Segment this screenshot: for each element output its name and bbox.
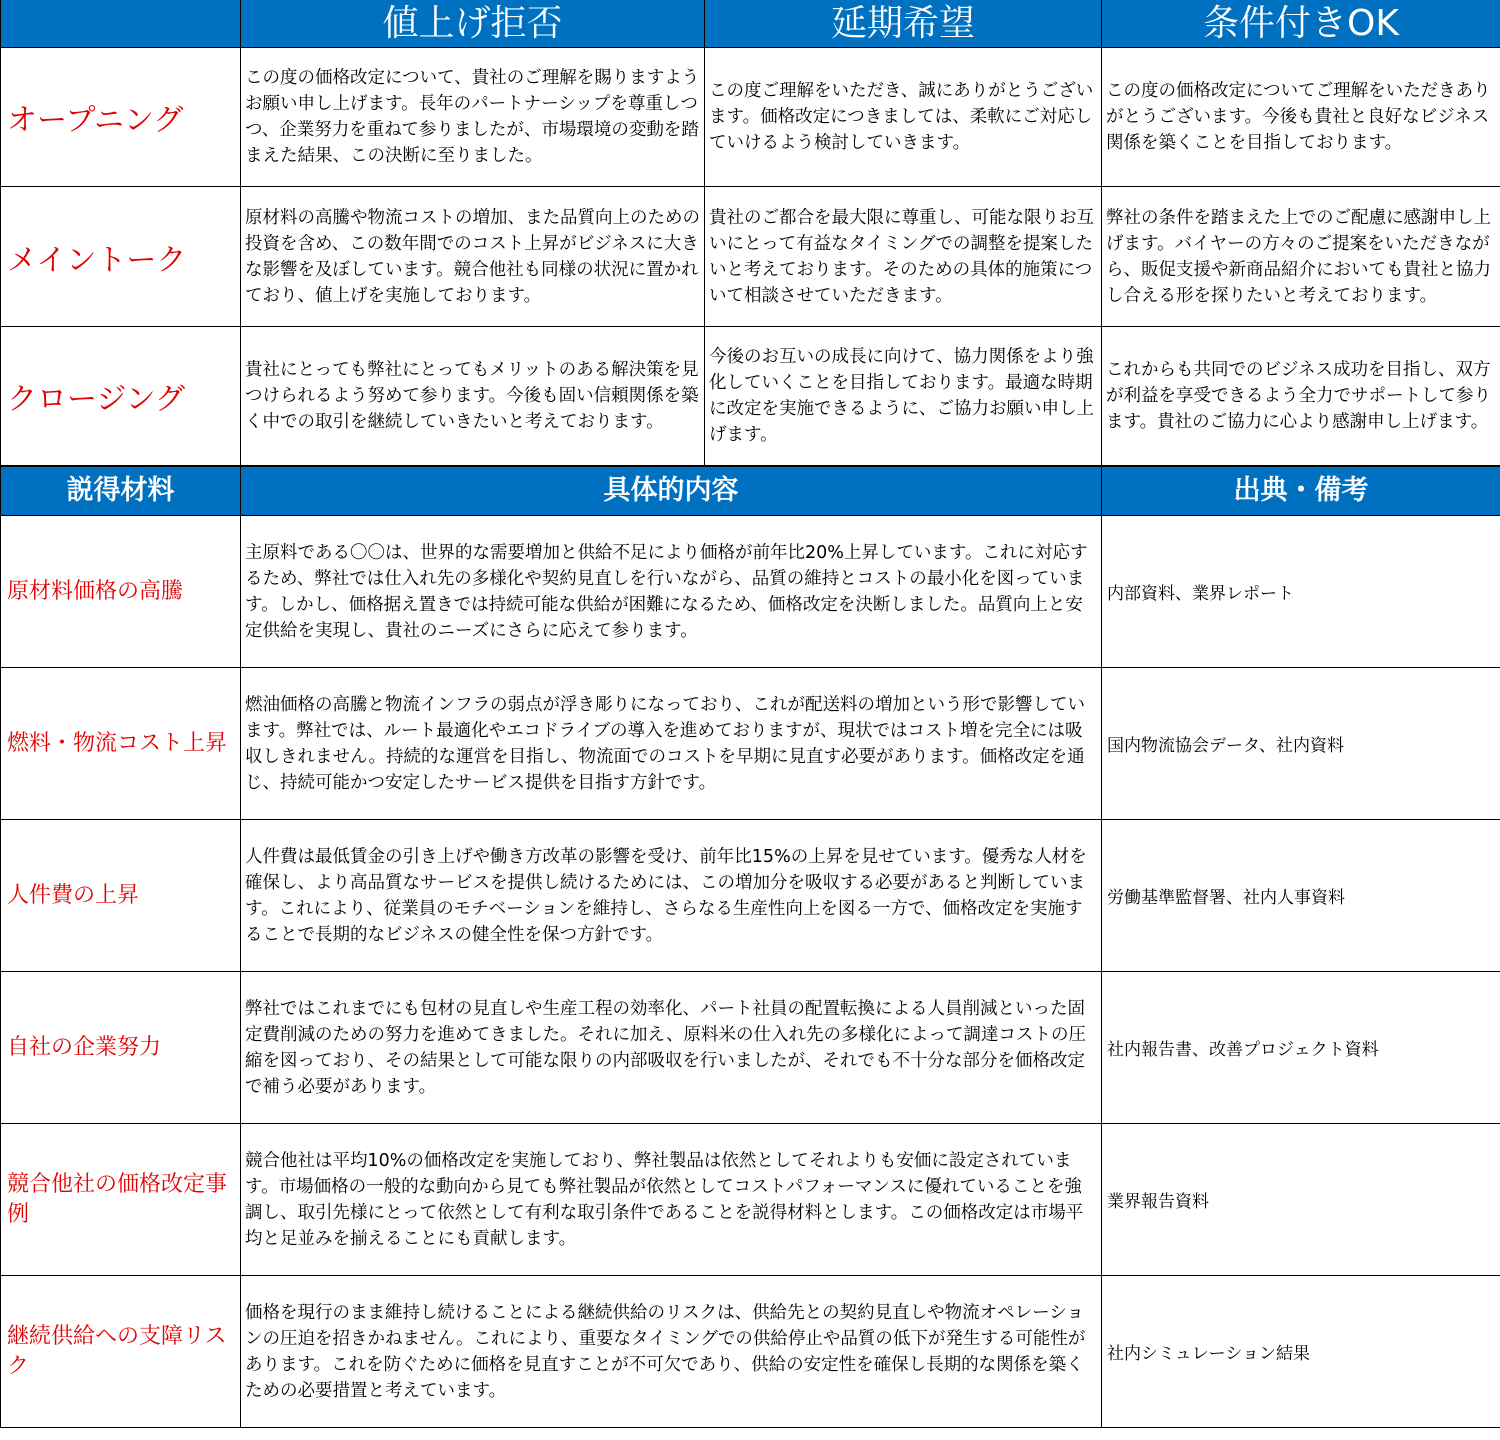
- material-content: 弊社ではこれまでにも包材の見直しや生産工程の効率化、パート社員の配置転換による人員削減といった固定費削減のための努力を進めてきました。それに加え、原料米の仕入れ先の多様化によって調達コストの圧縮を図っており、その結果として可能な限りの内部吸収を行いましたが、それでも不十分な部分を価格改定で補う必要があります。: [241, 972, 1102, 1124]
- talk-row-label: クロージング: [1, 327, 241, 466]
- material-content: 主原料である〇〇は、世界的な需要増加と供給不足により価格が前年比20%上昇しています。これに対応するため、弊社では仕入れ先の多様化や契約見直しを行いながら、品質の維持とコストの最小化を図っています。しかし、価格据え置きでは持続可能な供給が困難になるため、価格改定を決断しました。品質向上と安定供給を実現し、貴社のニーズにさらに応えて参ります。: [241, 516, 1102, 668]
- talk-header-corner: [1, 0, 241, 48]
- material-source: 労働基準監督署、社内人事資料: [1102, 820, 1500, 972]
- talk-cell: 貴社にとっても弊社にとってもメリットのある解決策を見つけられるよう努めて参ります。今後も固い信頼関係を築く中での取引を継続していきたいと考えております。: [241, 327, 705, 466]
- material-header-row: [1, 467, 1500, 516]
- material-label: 継続供給への支障リスク: [1, 1276, 241, 1428]
- material-content: 人件費は最低賃金の引き上げや働き方改革の影響を受け、前年比15%の上昇を見せています。優秀な人材を確保し、より高品質なサービスを提供し続けるためには、この増加分を吸収する必要があると判断しています。これにより、従業員のモチベーションを維持し、さらなる生産性向上を図る一方で、価格改定を実施することで長期的なビジネスの健全性を保つ方針です。: [241, 820, 1102, 972]
- material-label: 自社の企業努力: [1, 972, 241, 1124]
- talk-cell: 原材料の高騰や物流コストの増加、また品質向上のための投資を含め、この数年間でのコスト上昇がビジネスに大きな影響を及ぼしています。競合他社も同様の状況に置かれており、値上げを実施しております。: [241, 187, 705, 327]
- material-row: [1, 668, 1500, 820]
- material-source: 社内報告書、改善プロジェクト資料: [1102, 972, 1500, 1124]
- material-source: 国内物流協会データ、社内資料: [1102, 668, 1500, 820]
- talk-row-main: [1, 187, 1500, 327]
- material-content: 価格を現行のまま維持し続けることによる継続供給のリスクは、供給先との契約見直しや物流オペレーションの圧迫を招きかねません。これにより、重要なタイミングでの供給停止や品質の低下が発生する可能性があります。これを防ぐために価格を見直すことが不可欠であり、供給の安定性を確保し長期的な関係を築くための必要措置と考えています。: [241, 1276, 1102, 1428]
- material-source: 内部資料、業界レポート: [1102, 516, 1500, 668]
- talk-cell: この度ご理解をいただき、誠にありがとうございます。価格改定につきましては、柔軟にご対応していけるよう検討していきます。: [705, 48, 1102, 187]
- talk-header-conditional: 条件付きOK: [1102, 0, 1500, 48]
- material-row: [1, 972, 1500, 1124]
- talk-row-opening: [1, 48, 1500, 187]
- material-row: [1, 516, 1500, 668]
- material-header-content: 具体的内容: [241, 467, 1102, 516]
- talk-row-label: オープニング: [1, 48, 241, 187]
- talk-cell: この度の価格改定についてご理解をいただきありがとうございます。今後も貴社と良好なビジネス関係を築くことを目指しております。: [1102, 48, 1500, 187]
- persuasion-material-table: [0, 466, 1500, 1428]
- talk-header-postpone: 延期希望: [705, 0, 1102, 48]
- material-header-material: 説得材料: [1, 467, 241, 516]
- talk-cell: 今後のお互いの成長に向けて、協力関係をより強化していくことを目指しております。最適な時期に改定を実施できるように、ご協力お願い申し上げます。: [705, 327, 1102, 466]
- talk-cell: 貴社のご都合を最大限に尊重し、可能な限りお互いにとって有益なタイミングでの調整を提案したいと考えております。そのための具体的施策について相談させていただきます。: [705, 187, 1102, 327]
- material-header-source: 出典・備考: [1102, 467, 1500, 516]
- talk-header-refuse: 値上げ拒否: [241, 0, 705, 48]
- talk-row-closing: [1, 327, 1500, 466]
- material-label: 原材料価格の高騰: [1, 516, 241, 668]
- talk-script-table: [0, 0, 1500, 466]
- material-label: 人件費の上昇: [1, 820, 241, 972]
- material-content: 競合他社は平均10%の価格改定を実施しており、弊社製品は依然としてそれよりも安価に設定されています。市場価格の一般的な動向から見ても弊社製品が依然としてコストパフォーマンスに優れていることを強調し、取引先様にとって依然として有利な取引条件であることを説得材料とします。この価格改定は市場平均と足並みを揃えることにも貢献します。: [241, 1124, 1102, 1276]
- material-label: 競合他社の価格改定事例: [1, 1124, 241, 1276]
- talk-cell: 弊社の条件を踏まえた上でのご配慮に感謝申し上げます。バイヤーの方々のご提案をいただきながら、販促支援や新商品紹介においても貴社と協力し合える形を探りたいと考えております。: [1102, 187, 1500, 327]
- talk-cell: この度の価格改定について、貴社のご理解を賜りますようお願い申し上げます。長年のパートナーシップを尊重しつつ、企業努力を重ねて参りましたが、市場環境の変動を踏まえた結果、この決断に至りました。: [241, 48, 705, 187]
- material-row: [1, 820, 1500, 972]
- material-row: [1, 1276, 1500, 1428]
- talk-row-label: メイントーク: [1, 187, 241, 327]
- talk-header-row: [1, 0, 1500, 48]
- material-source: 社内シミュレーション結果: [1102, 1276, 1500, 1428]
- material-source: 業界報告資料: [1102, 1124, 1500, 1276]
- material-content: 燃油価格の高騰と物流インフラの弱点が浮き彫りになっており、これが配送料の増加という形で影響しています。弊社では、ルート最適化やエコドライブの導入を進めておりますが、現状ではコスト増を完全には吸収しきれません。持続的な運営を目指し、物流面でのコストを早期に見直す必要があります。価格改定を通じ、持続可能かつ安定したサービス提供を目指す方針です。: [241, 668, 1102, 820]
- material-label: 燃料・物流コスト上昇: [1, 668, 241, 820]
- material-row: [1, 1124, 1500, 1276]
- talk-cell: これからも共同でのビジネス成功を目指し、双方が利益を享受できるよう全力でサポートして参ります。貴社のご協力に心より感謝申し上げます。: [1102, 327, 1500, 466]
